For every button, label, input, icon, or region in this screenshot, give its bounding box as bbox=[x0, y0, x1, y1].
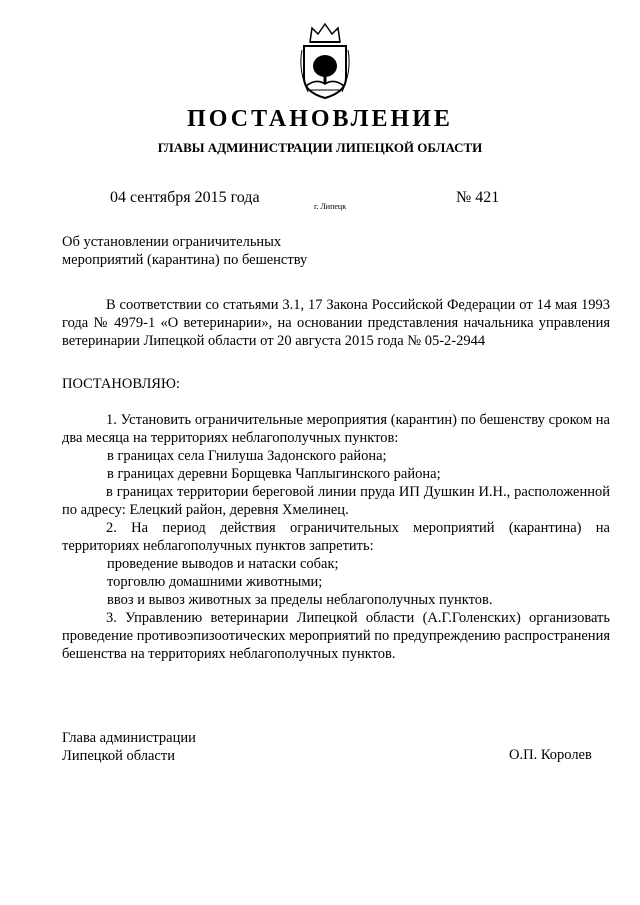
item-1-sub: в границах деревни Борщевка Чаплыгинского района; bbox=[107, 466, 441, 482]
issuer-subtitle: ГЛАВЫ АДМИНИСТРАЦИИ ЛИПЕЦКОЙ ОБЛАСТИ bbox=[157, 140, 483, 155]
item-1-sub-text: в границах территории береговой линии пруда ИП Душкин И.Н., расположенной по адресу: Елецкий район, деревня Хмелинец. bbox=[62, 484, 610, 518]
preamble-paragraph bbox=[62, 296, 610, 350]
item-1-text: 1. Установить ограничительные мероприятия (карантин) по бешенству сроком на два месяца на территориях неблагополучных пунктов: bbox=[62, 412, 610, 446]
item-2-sub: ввоз и вывоз животных за пределы неблагополучных пунктов. bbox=[107, 592, 493, 608]
item-2-sub: проведение выводов и натаски собак; bbox=[107, 556, 339, 572]
signatory-position bbox=[62, 729, 196, 765]
subject-line: Об установлении ограничительных bbox=[62, 234, 282, 250]
document-date: 04 сентября 2015 года bbox=[110, 189, 260, 206]
document-number: № 421 bbox=[456, 189, 500, 206]
item-1 bbox=[62, 411, 610, 447]
preamble-text: В соответствии со статьями 3.1, 17 Закона Российской Федерации от 14 мая 1993 года № 4979-1 «О ветеринарии», на основании представления начальника управления ветеринарии Липецкой области от 20 августа 2015 года № 05-2-2944 bbox=[62, 297, 610, 349]
document-subject bbox=[62, 233, 307, 269]
document-title: ПОСТАНОВЛЕНИЕ bbox=[187, 106, 453, 132]
position-line: Липецкой области bbox=[62, 748, 175, 764]
item-1-sub: в границах села Гнилуша Задонского района; bbox=[107, 448, 387, 464]
item-3 bbox=[62, 609, 610, 663]
position-line: Глава администрации bbox=[62, 730, 196, 746]
item-2-text: 2. На период действия ограничительных мероприятий (карантина) на территориях неблагополучных пунктов запретить: bbox=[62, 520, 610, 554]
item-3-text: 3. Управлению ветеринарии Липецкой области (А.Г.Голенских) организовать проведение противоэпизоотических мероприятий по предупреждению распространения бешенства на территориях неблагополучных пунктов. bbox=[62, 610, 610, 662]
signatory-name: О.П. Королев bbox=[509, 747, 592, 763]
item-1-sub bbox=[62, 483, 610, 519]
item-2-sub: торговлю домашними животными; bbox=[107, 574, 323, 590]
document-city: г. Липецк bbox=[314, 202, 347, 211]
coat-of-arms-icon bbox=[296, 20, 354, 100]
decree-word: ПОСТАНОВЛЯЮ: bbox=[62, 376, 180, 392]
item-2 bbox=[62, 519, 610, 555]
subject-line: мероприятий (карантина) по бешенству bbox=[62, 252, 308, 268]
